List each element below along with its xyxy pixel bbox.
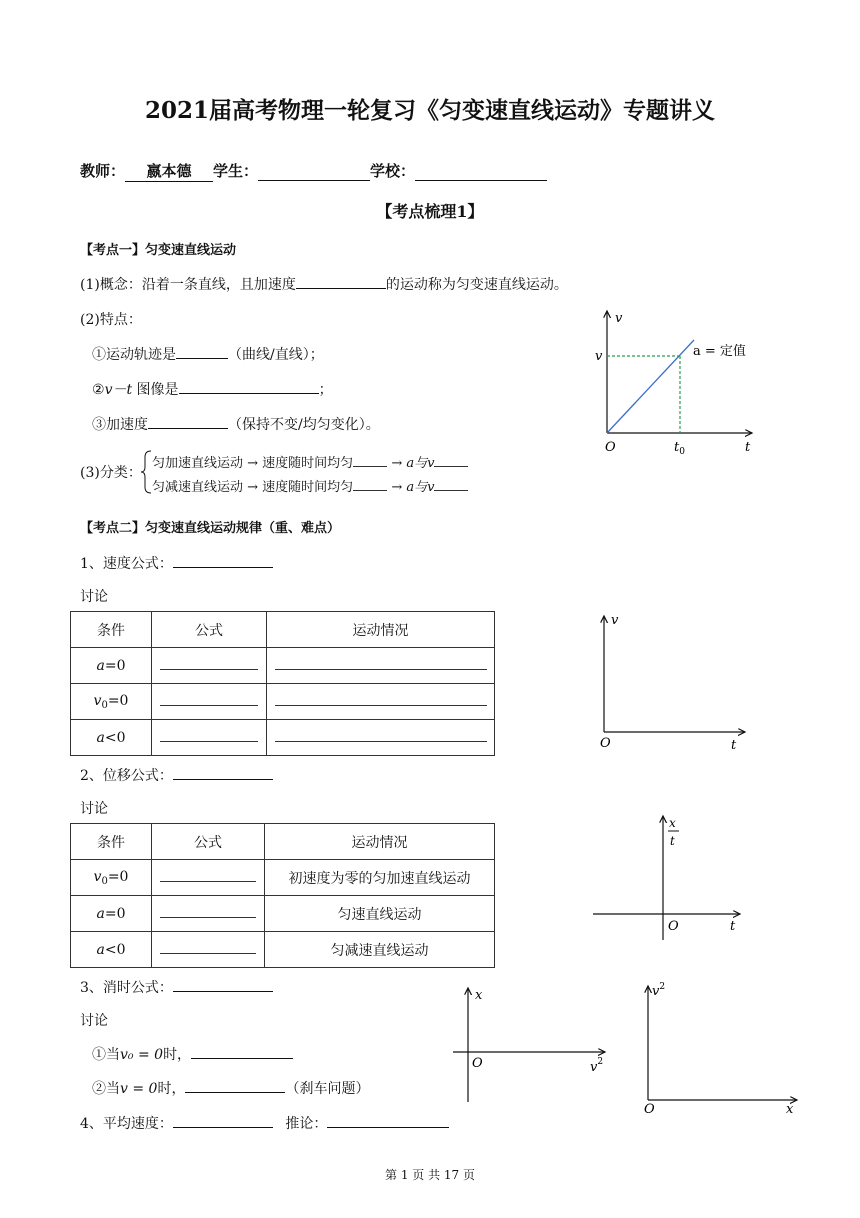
x-label: t xyxy=(745,440,751,455)
f3-blank[interactable] xyxy=(148,413,228,429)
section-title: 【考点梳理1】 xyxy=(376,202,484,221)
teacher-name: 嬴本德 xyxy=(125,160,213,182)
cond-cell: $v_0=0$ xyxy=(71,860,152,896)
f2-prefix: ② xyxy=(92,382,105,398)
class-row-1 xyxy=(152,452,468,471)
class-row1-av: a与v xyxy=(406,456,435,471)
student-blank[interactable] xyxy=(258,162,370,181)
motion-cell[interactable] xyxy=(267,684,495,720)
header-cond: 条件 xyxy=(71,612,152,648)
cond-cell: a=0 xyxy=(71,648,152,684)
origin: O xyxy=(472,1056,483,1071)
graph-v2-x xyxy=(640,980,805,1120)
page-footer: 第 1 页 共 17 页 xyxy=(385,1168,475,1182)
class-row1-arrow: → xyxy=(391,456,403,471)
avg-speed-line xyxy=(80,1112,449,1133)
d2-note: （刹车问题） xyxy=(285,1081,370,1097)
concept-prefix: (1)概念：沿着一条直线，且加速度 xyxy=(80,277,296,293)
class-row2-blank1[interactable] xyxy=(353,478,387,491)
class-row1-blank1[interactable] xyxy=(353,454,387,467)
origin: O xyxy=(644,1102,655,1117)
disp-formula-blank[interactable] xyxy=(173,764,273,780)
formula-cell[interactable] xyxy=(152,896,265,932)
time-free-blank[interactable] xyxy=(173,976,273,992)
y-label: $v^2$ xyxy=(652,982,666,999)
f3-suffix: （保持不变/均匀变化）。 xyxy=(228,417,380,433)
discussion-item-2 xyxy=(92,1077,369,1098)
teacher-label: 教师： xyxy=(80,162,126,180)
formula-cell[interactable] xyxy=(152,932,265,968)
origin: O xyxy=(600,736,611,751)
school-blank[interactable] xyxy=(415,162,547,181)
table-row xyxy=(71,648,495,684)
f1-blank[interactable] xyxy=(176,343,228,359)
class-row1-blank2[interactable] xyxy=(434,454,468,467)
discussion-2: 讨论 xyxy=(80,801,108,817)
cond-cell: a<0 xyxy=(71,932,152,968)
formula-cell[interactable] xyxy=(152,648,267,684)
y-label-den: t xyxy=(670,834,675,848)
motion-cell: 匀减速直线运动 xyxy=(265,932,495,968)
page-title: 2021届高考物理一轮复习《匀变速直线运动》专题讲义 xyxy=(144,97,715,124)
f2-blank[interactable] xyxy=(179,378,319,394)
graph-vt-constant-a xyxy=(590,305,770,465)
cond-cell: a<0 xyxy=(71,720,152,756)
table-row xyxy=(71,896,495,932)
disp-formula-line xyxy=(80,764,273,785)
disp-formula-label: 2、位移公式： xyxy=(80,768,173,784)
speed-formula-line xyxy=(80,552,273,573)
header-formula: 公式 xyxy=(152,824,265,860)
table-header-row xyxy=(71,824,495,860)
table-row xyxy=(71,932,495,968)
table-header-row xyxy=(71,612,495,648)
kp1-title: 【考点一】匀变速直线运动 xyxy=(80,243,237,258)
class-row2-arrow: → xyxy=(391,480,403,495)
feature-1 xyxy=(92,343,324,364)
formula-cell[interactable] xyxy=(152,720,267,756)
school-label: 学校： xyxy=(370,162,416,180)
time-free-label: 3、消时公式： xyxy=(80,980,173,996)
class-row2-av: a与v xyxy=(406,480,435,495)
feature-2 xyxy=(92,378,333,399)
speed-formula-blank[interactable] xyxy=(173,552,273,568)
class-row2-blank2[interactable] xyxy=(434,478,468,491)
f1-prefix: ①运动轨迹是 xyxy=(92,347,176,363)
table-row xyxy=(71,860,495,896)
d1-prefix: ①当 xyxy=(92,1047,120,1063)
x-label: x xyxy=(786,1102,794,1117)
table-speed xyxy=(70,611,495,756)
f2-mid: 图像是 xyxy=(132,382,179,398)
graph-xt-t xyxy=(590,812,750,942)
graph-x-v2 xyxy=(450,984,615,1106)
formula-cell[interactable] xyxy=(152,860,265,896)
concept-blank[interactable] xyxy=(296,273,386,289)
class-label: (3)分类： xyxy=(80,465,142,481)
cond-cell: $v_0=0$ xyxy=(71,684,152,720)
d2-blank[interactable] xyxy=(185,1077,285,1093)
features-label: (2)特点： xyxy=(80,312,142,328)
origin: O xyxy=(668,919,679,934)
y-label-num: x xyxy=(669,816,676,830)
inference-blank[interactable] xyxy=(327,1112,449,1128)
cond-cell: a=0 xyxy=(71,896,152,932)
kp2-title: 【考点二】匀变速直线运动规律（重、难点） xyxy=(80,521,341,536)
header-motion: 运动情况 xyxy=(267,612,495,648)
formula-cell[interactable] xyxy=(152,684,267,720)
line-label: a = 定值 xyxy=(693,344,746,359)
discussion-item-1 xyxy=(92,1043,293,1064)
table-row xyxy=(71,720,495,756)
d1-blank[interactable] xyxy=(191,1043,293,1059)
avg-speed-blank[interactable] xyxy=(173,1112,273,1128)
class-row1-text: 匀加速直线运动 → 速度随时间均匀 xyxy=(152,456,354,471)
d1-suffix: 时， xyxy=(163,1047,192,1063)
f2-var: v－t xyxy=(104,382,133,398)
discussion-1: 讨论 xyxy=(80,589,108,605)
d2-cond: v = 0 xyxy=(120,1081,158,1097)
class-row-2 xyxy=(152,476,468,495)
graph-vt-blank xyxy=(590,610,760,755)
y-label: x xyxy=(475,988,483,1003)
x-label: $v^2$ xyxy=(590,1057,604,1075)
d2-prefix: ②当 xyxy=(92,1081,120,1097)
f1-suffix: （曲线/直线）； xyxy=(228,347,324,363)
y-label: v xyxy=(611,613,619,628)
motion-cell: 初速度为零的匀加速直线运动 xyxy=(265,860,495,896)
t-mark: $t_0$ xyxy=(674,440,685,457)
discussion-3: 讨论 xyxy=(80,1013,108,1029)
x-label: t xyxy=(731,738,737,753)
motion-cell[interactable] xyxy=(267,720,495,756)
v-mark: v xyxy=(595,349,603,364)
table-row xyxy=(71,684,495,720)
concept-suffix: 的运动称为匀变速直线运动。 xyxy=(385,277,568,293)
motion-cell: 匀速直线运动 xyxy=(265,896,495,932)
y-label: v xyxy=(615,311,623,326)
header-cond: 条件 xyxy=(71,824,152,860)
header-motion: 运动情况 xyxy=(265,824,495,860)
d2-suffix: 时， xyxy=(157,1081,186,1097)
motion-cell[interactable] xyxy=(267,648,495,684)
velocity-line xyxy=(607,340,694,433)
avg-speed-label: 4、平均速度： xyxy=(80,1116,173,1132)
origin: O xyxy=(605,440,616,455)
inference-label: 推论： xyxy=(285,1116,328,1132)
header-line xyxy=(80,160,547,182)
student-label: 学生： xyxy=(213,162,259,180)
table-displacement xyxy=(70,823,495,968)
f2-suffix: ； xyxy=(318,382,333,398)
f3-prefix: ③加速度 xyxy=(92,417,148,433)
speed-formula-label: 1、速度公式： xyxy=(80,556,173,572)
d1-cond: v₀ = 0 xyxy=(120,1047,164,1063)
header-formula: 公式 xyxy=(152,612,267,648)
x-label: t xyxy=(730,919,736,934)
feature-3 xyxy=(92,413,380,434)
class-row2-text: 匀减速直线运动 → 速度随时间均匀 xyxy=(152,480,354,495)
time-free-line xyxy=(80,976,273,997)
concept-line xyxy=(80,273,568,294)
